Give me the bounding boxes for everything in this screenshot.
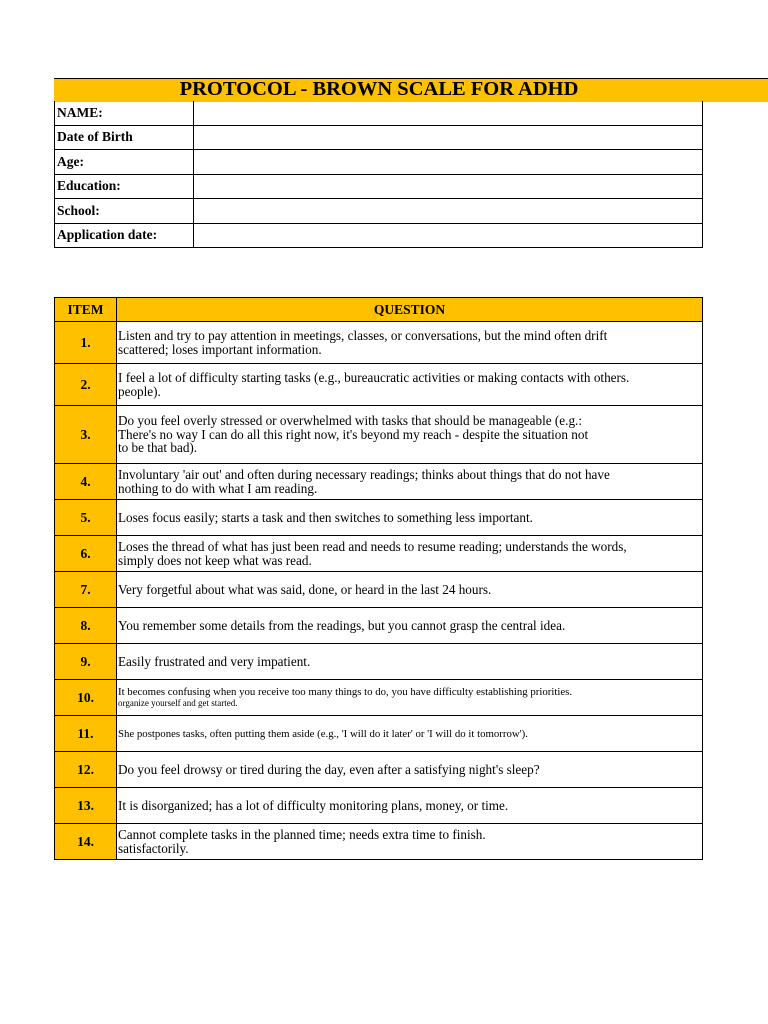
info-value-field[interactable] [194,150,703,175]
item-number: 6. [55,536,117,572]
question-row [55,644,703,680]
question-text [117,322,703,364]
question-text [117,680,703,716]
question-line: It is disorganized; has a lot of difficulty monitoring plans, money, or time. [118,797,509,813]
question-line: nothing to do with what I am reading. [118,480,318,496]
question-line: satisfactorily. [118,840,189,856]
info-value-field[interactable] [194,101,703,125]
question-line: You remember some details from the readings, but you cannot grasp the central idea. [118,617,566,633]
question-text [117,608,703,644]
question-text [117,536,703,572]
question-text [117,464,703,500]
info-label: Date of Birth [55,125,194,150]
question-line: I feel a lot of difficulty starting tasks (e.g., bureaucratic activities or making contacts with others. [118,369,630,385]
question-line: to be that bad). [118,440,198,456]
info-value-field[interactable] [194,125,703,150]
info-row [55,199,703,224]
question-text [117,788,703,824]
item-number: 14. [55,824,117,860]
question-row [55,364,703,406]
item-number: 13. [55,788,117,824]
item-number: 11. [55,716,117,752]
question-row [55,572,703,608]
question-line: Do you feel drowsy or tired during the day, even after a satisfying night's sleep? [118,761,540,777]
question-text [117,644,703,680]
info-value-field[interactable] [194,199,703,224]
item-number: 9. [55,644,117,680]
question-row [55,824,703,860]
question-line: Do you feel overly stressed or overwhelmed with tasks that should be manageable (e.g.: [118,413,582,429]
info-row [55,101,703,125]
page-title: PROTOCOL - BROWN SCALE FOR ADHD [179,78,579,100]
info-row [55,150,703,175]
item-number: 12. [55,752,117,788]
question-column-header: QUESTION [117,298,703,322]
question-line: Cannot complete tasks in the planned time; needs extra time to finish. [118,826,486,842]
question-table-header [55,298,703,322]
question-table [54,297,703,860]
question-text [117,716,703,752]
question-text [117,572,703,608]
question-text [117,500,703,536]
question-text [117,364,703,406]
question-line: Listen and try to pay attention in meetings, classes, or conversations, but the mind often drift [118,327,608,343]
question-line: simply does not keep what was read. [118,552,312,568]
item-number: 10. [55,680,117,716]
question-line: It becomes confusing when you receive too many things to do, you have difficulty establishing priorities. [118,686,573,698]
item-number: 3. [55,406,117,464]
info-row [55,223,703,248]
item-number: 4. [55,464,117,500]
info-value-field[interactable] [194,174,703,199]
question-row [55,608,703,644]
question-text [117,406,703,464]
item-number: 2. [55,364,117,406]
info-row [55,174,703,199]
info-label: Application date: [55,223,194,248]
item-column-header: ITEM [55,298,117,322]
question-line: There's no way I can do all this right now, it's beyond my reach - despite the situation not [118,426,589,442]
question-line: She postpones tasks, often putting them aside (e.g., 'I will do it later' or 'I will do it tomorrow'). [118,727,528,740]
question-row [55,536,703,572]
question-row [55,680,703,716]
info-label: School: [55,199,194,224]
item-number: 8. [55,608,117,644]
info-table [54,101,703,248]
question-line: Loses focus easily; starts a task and then switches to something less important. [118,509,533,525]
info-label: Age: [55,150,194,175]
item-number: 7. [55,572,117,608]
info-row [55,125,703,150]
question-row [55,406,703,464]
info-value-field[interactable] [194,223,703,248]
question-line: Very forgetful about what was said, done, or heard in the last 24 hours. [118,581,492,597]
item-number: 1. [55,322,117,364]
question-row [55,788,703,824]
question-line: Involuntary 'air out' and often during necessary readings; thinks about things that do not have [118,466,610,482]
question-line: Loses the thread of what has just been read and needs to resume reading; understands the words, [118,538,627,554]
question-row [55,752,703,788]
info-label: Education: [55,174,194,199]
question-line: organize yourself and get started. [118,698,238,708]
question-text [117,752,703,788]
question-row [55,716,703,752]
info-label: NAME: [55,101,194,125]
item-number: 5. [55,500,117,536]
question-line: scattered; loses important information. [118,341,322,357]
question-line: Easily frustrated and very impatient. [118,653,311,669]
question-row [55,322,703,364]
question-text [117,824,703,860]
question-row [55,464,703,500]
question-line: people). [118,383,161,399]
question-row [55,500,703,536]
